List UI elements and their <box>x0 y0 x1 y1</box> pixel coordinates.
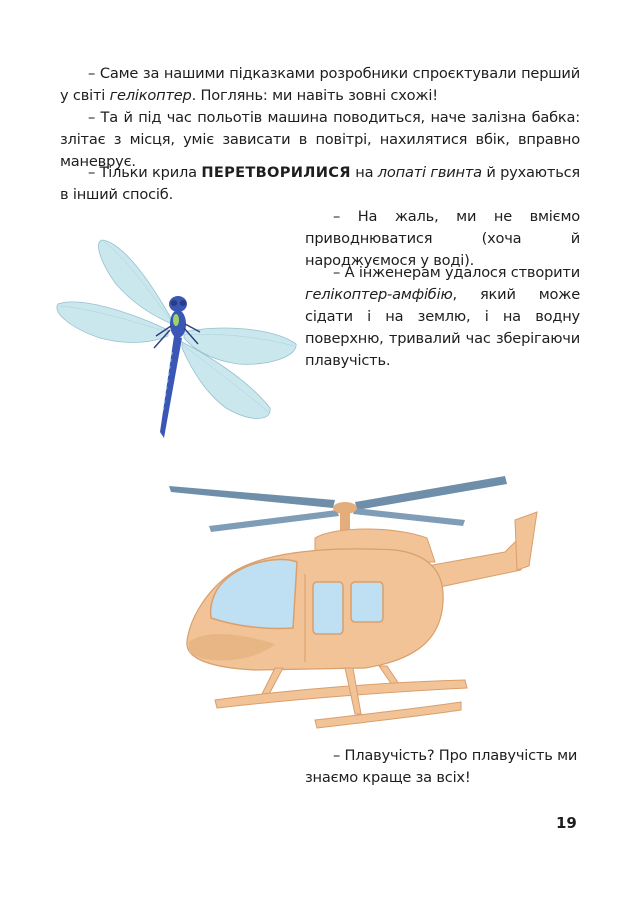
paragraph-5-text-a: – А інженерам удалося створити <box>333 264 580 281</box>
helicopter-body <box>187 512 537 670</box>
paragraph-1-text-b: . Поглянь: ми навіть зовні схожі! <box>191 87 438 104</box>
paragraph-5 <box>305 262 580 372</box>
helicopter-skids <box>215 666 467 728</box>
paragraph-3-text-a: – Тільки крила <box>88 164 202 181</box>
paragraph-3-text-c: й рухаються в інший спосіб. <box>60 164 580 203</box>
paragraph-2: – Та й під час польотів машина поводиться, наче залізна бабка: злітає з місця, уміє зависати в повітрі, нахилятися вбік, вправно маневрує. <box>60 109 580 170</box>
paragraph-6: – Плавучість? Про плавучість ми знаємо краще за всіх! <box>305 747 578 786</box>
paragraph-3-italic: лопаті гвинта <box>377 164 482 181</box>
paragraph-1-italic: гелікоптер <box>109 87 192 104</box>
helicopter-illustration <box>165 470 545 740</box>
paragraph-5-text-b: , який може сідати і на землю, і на водну поверхню, тривалий час зберігаючи плавучість. <box>305 286 580 369</box>
paragraph-4: – На жаль, ми не вміємо приводнюватися (хоча й народжуємося у воді). <box>305 208 580 269</box>
helicopter-rotor <box>169 476 507 534</box>
page-number: 19 <box>556 814 577 832</box>
paragraph-3-text-b: на <box>350 164 378 181</box>
paragraph-1 <box>60 63 580 107</box>
paragraph-3-bold: ПЕРЕТВОРИЛИСЯ <box>201 164 351 181</box>
paragraph-3 <box>60 162 580 206</box>
paragraph-1-text-a: – Саме за нашими підказками розробники спроєктували перший у світі <box>60 65 580 104</box>
dragonfly-illustration <box>50 232 302 460</box>
paragraph-5-italic: гелікоптер-амфібію <box>305 286 453 303</box>
